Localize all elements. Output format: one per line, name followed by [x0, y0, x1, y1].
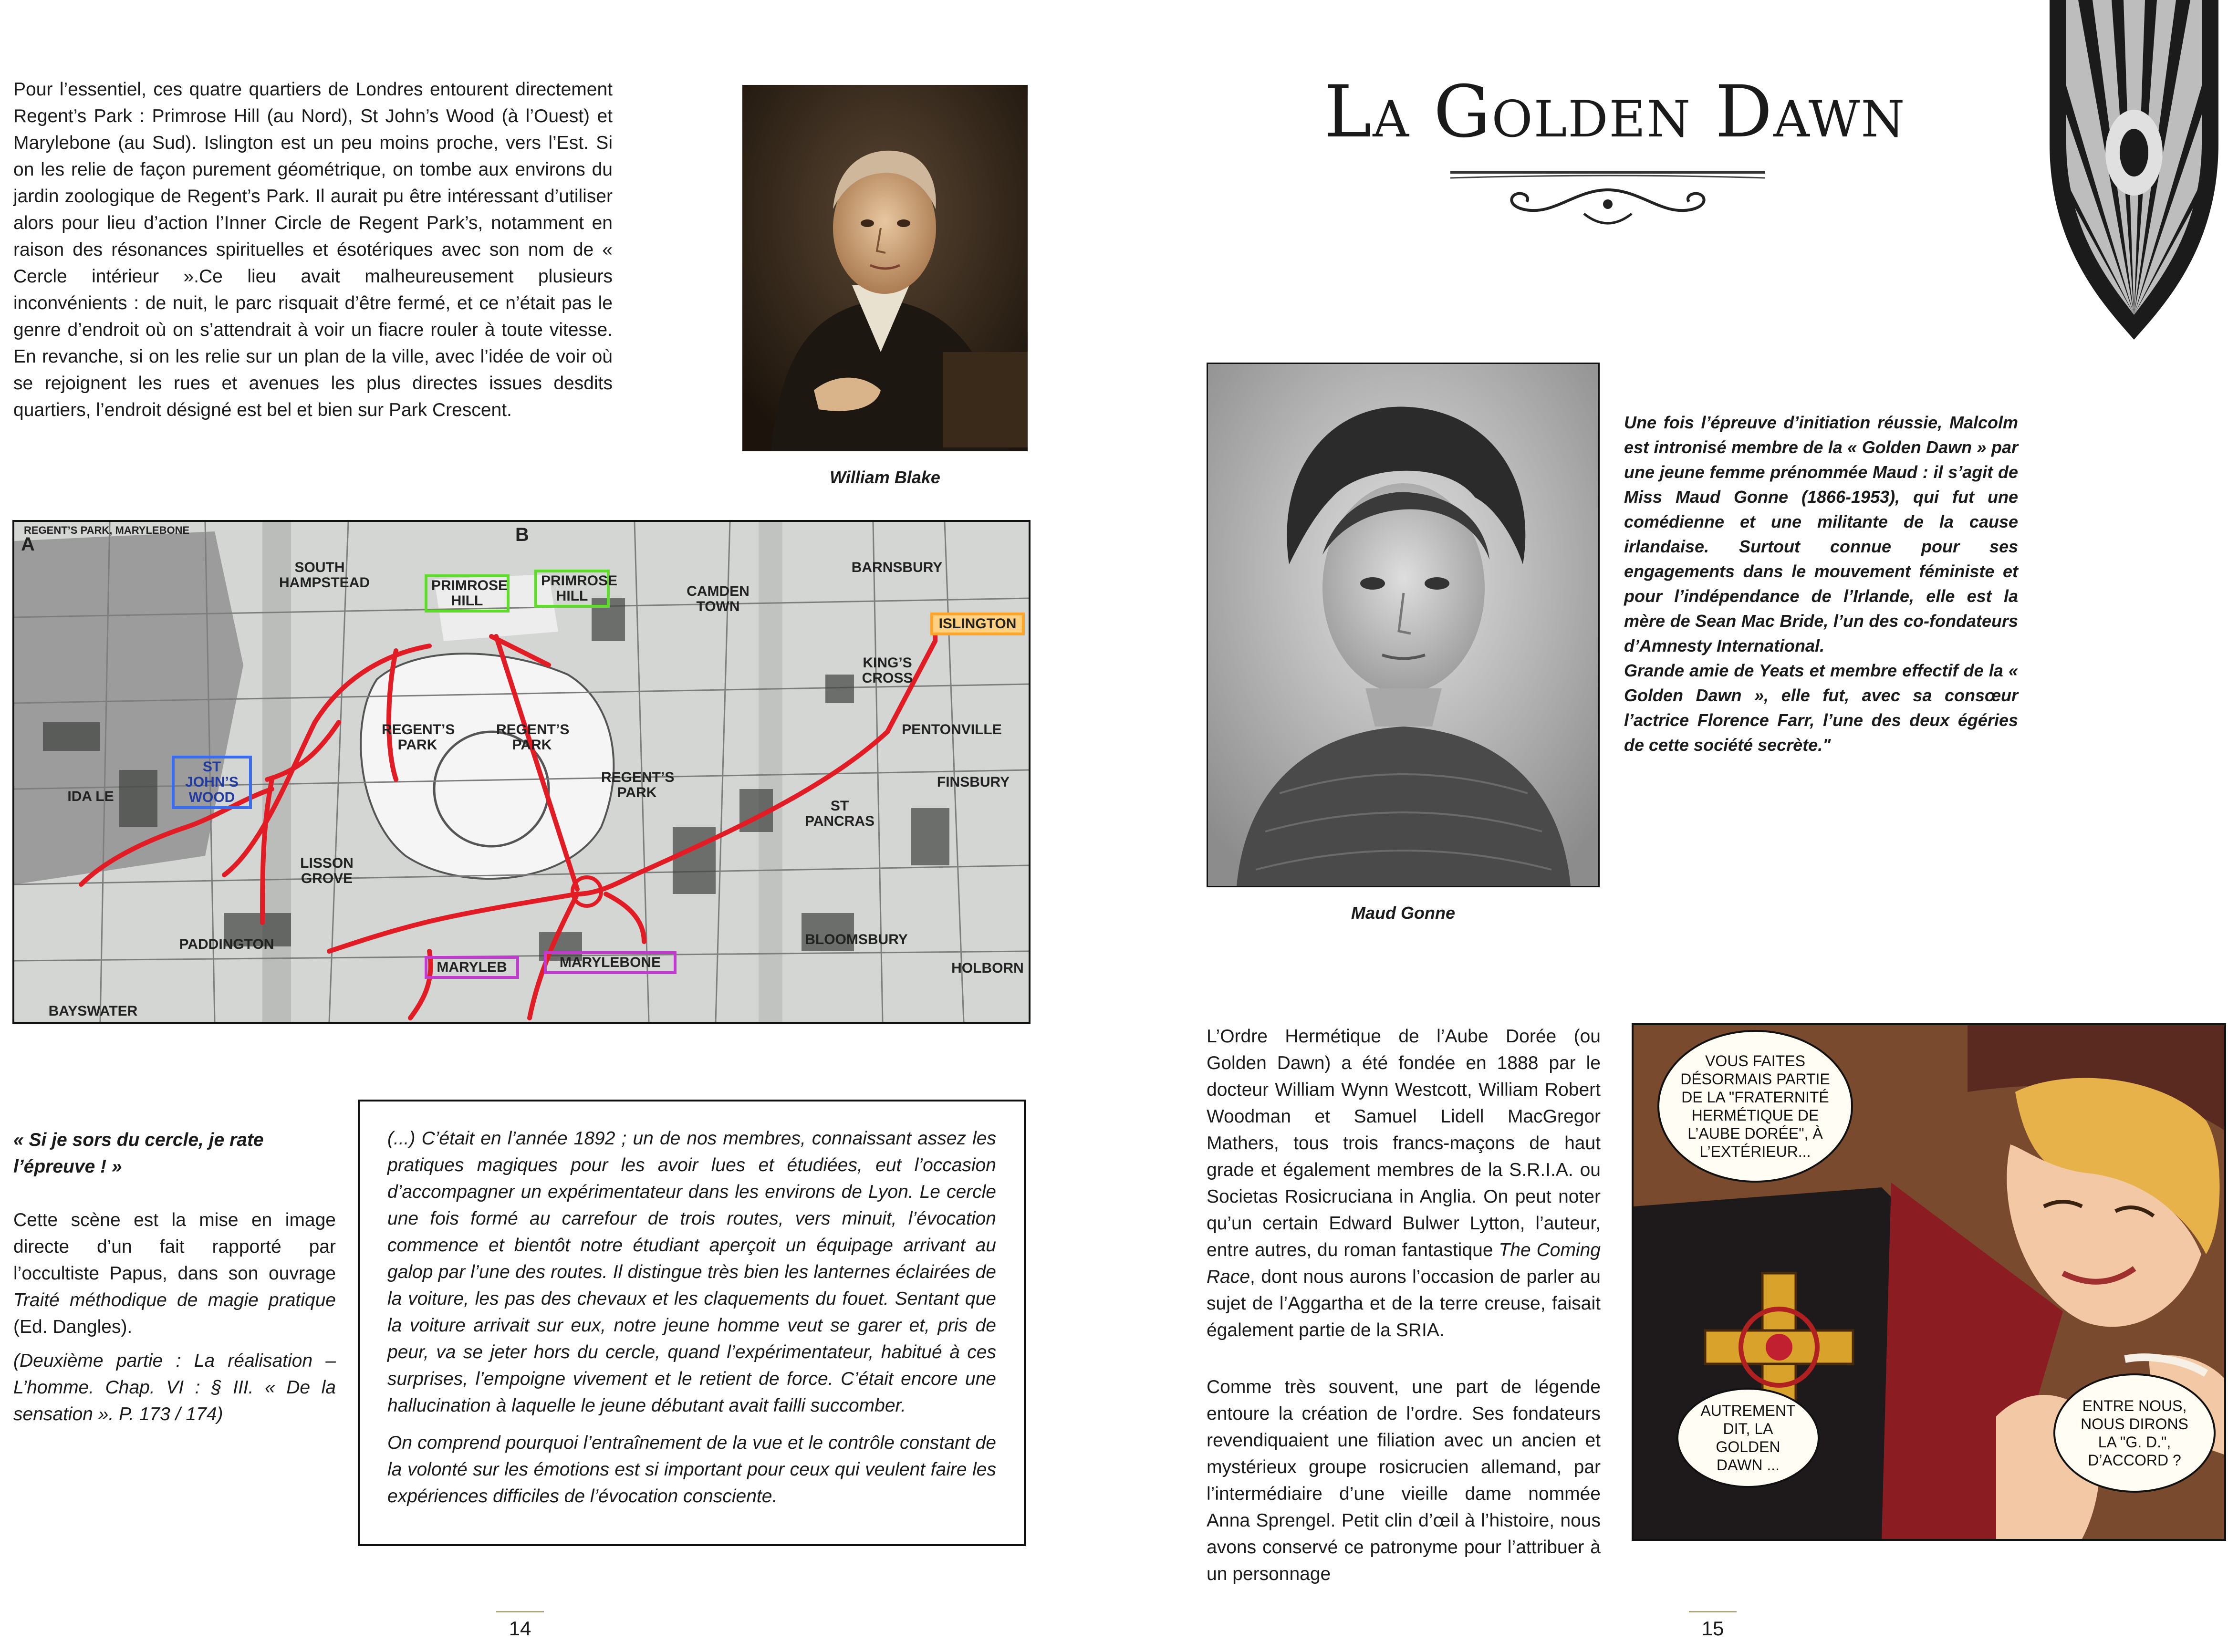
- william-blake-portrait: [742, 85, 1028, 451]
- map-label-pentonville: PENTONVILLE: [902, 722, 1002, 738]
- comic-bubble-2: AUTREMENT DIT, LA GOLDEN DAWN ...: [1676, 1388, 1820, 1488]
- map-label-barnsbury: BARNSBURY: [851, 560, 943, 575]
- golden-dawn-paragraph-1: L’Ordre Hermétique de l’Aube Dorée (ou Golden Dawn) a été fondée en 1888 par le docteur William Wynn Westcott, William Robert Woodman et Samuel Lidell MacGregor Mathers, tous trois francs-maçons de haut grade et également membres de la S.R.I.A. ou Societas Rosicruciana in Anglia. On peut noter qu’un certain Edward Bulwer Lytton, l’auteur, entre autres, du roman fantastique The Coming Race, dont nous aurons l’occasion de parler au sujet de l’Aggartha et de la terre creuse, faisait également partie de la SRIA.: [1207, 1026, 1601, 1340]
- comic-panel: [1632, 1023, 2226, 1541]
- map-label-kings-cross: KING’S CROSS: [862, 655, 913, 686]
- map-label-st-pancras: ST PANCRAS: [804, 798, 875, 829]
- page-rule-left: [496, 1611, 544, 1612]
- intro-paragraph: Pour l’essentiel, ces quatre quartiers de Londres entourent directement Regent’s Park : Primrose Hill (au Nord), St John’s Wood (à l’Ouest) et Marylebone (au Sud). Islington est un peu moins proche, vers l’Est. Si on les relie de façon purement géométrique, on tombe aux environs du jardin zoologique de Regent’s Park. Il aurait pu être intéressant d’utiliser alors pour lieu d’action l’Inner Circle de Regent Park’s, notamment en raison des résonances spirituelles et ésotériques avec son nom de « Cercle intérieur ».Ce lieu avait malheureusement plusieurs inconvénients : de nuit, le parc risquait d’être fermé, et ce n’était pas le genre d’endroit où on s’attendrait à voir un fiacre rouler à toute vitesse. En revanche, si on les relie sur un plan de la ville, avec l’idée de voir où se rejoignent les rues et avenues les plus directes issues desdits quartiers, l’endroit désigné est bel et bien sur Park Crescent.: [13, 79, 613, 420]
- map-label-camden-town: CAMDEN TOWN: [687, 583, 750, 614]
- comic-bubble-3: ENTRE NOUS, NOUS DIRONS LA "G. D.", D’ACCORD ?: [2053, 1373, 2216, 1493]
- map-header: REGENT’S PARK, MARYLEBONE: [24, 524, 190, 536]
- map-label-lisson-grove: LISSON GROVE: [300, 855, 354, 886]
- maud-gonne-portrait: [1207, 363, 1600, 887]
- chapter-title: La Golden Dawn: [1324, 71, 1906, 154]
- map-label-holborn: HOLBORN: [951, 960, 1024, 976]
- map-label-marylebone-2: MARYLEBONE: [544, 951, 677, 974]
- page-number-right: 15: [1701, 1617, 1724, 1640]
- map-label-st-johns-wood: ST JOHN’S WOOD: [172, 756, 252, 809]
- papus-quote-box: [358, 1100, 1026, 1546]
- map-label-primrose-hill-2: PRIMROSE HILL: [534, 570, 610, 608]
- maud-gonne-bio: Une fois l’épreuve d’initiation réussie, Malcolm est intronisé membre de la « Golden Dawn » par une jeune femme prénommée Maud : il s’agit de Miss Maud Gonne (1866-1953), qui fut une comédienne et une militante de la cause irlandaise. Surtout connue pour ses engagements dans le mouvement féministe et pour l’indépendance de l’Irlande, elle est la mère de Sean Mac Bride, l’un des co-fondateurs d’Amnesty International. Grande amie de Yeats et membre effectif de la « Golden Dawn », elle fut, avec sa consœur l’actrice Florence Farr, l’une des deux égéries de cette société secrète.": [1624, 413, 2018, 755]
- golden-dawn-paragraph-2: Comme très souvent, une part de légende entoure la création de l’ordre. Ses fondateurs revendiquaient une filiation avec un ancien et mystérieux groupe rosicrucien allemand, par l’intermédiaire d’une vieille dame nommée Anna Sprengel. Petit clin d’œil à l’histoire, nous avons conservé ce patronyme pour l’attribuer à un personnage: [1207, 1377, 1601, 1584]
- map-label-islington: ISLINGTON: [930, 613, 1025, 635]
- grid-letter-a: A: [21, 534, 35, 555]
- maud-gonne-caption: Maud Gonne: [1351, 903, 1455, 923]
- map-label-regents-park-3: REGENT’S PARK: [601, 769, 675, 800]
- map-label-paddington: PADDINGTON: [179, 936, 274, 952]
- papus-reference: (Deuxième partie : La réalisation – L’homme. Chap. VI : § III. « De la sensation ». P. 173 / 174): [13, 1351, 336, 1424]
- map-label-regents-park-2: REGENT’S PARK: [496, 722, 570, 753]
- page-number-left: 14: [509, 1617, 531, 1640]
- map-label-bayswater: BAYSWATER: [48, 1003, 138, 1019]
- papus-paragraph: Cette scène est la mise en image directe d’un fait rapporté par l’occultiste Papus, dans son ouvrage Traité méthodique de magie pratique (Ed. Dangles).: [13, 1210, 336, 1337]
- map-label-maida-vale: IDA LE: [67, 789, 114, 804]
- map-label-regents-park-1: REGENT’S PARK: [382, 722, 455, 753]
- map-label-marylebone-1: MARYLEB: [425, 956, 519, 979]
- quote-heading: « Si je sors du cercle, je rate l’épreuve ! »: [13, 1130, 264, 1177]
- quote-box-paragraph-1: (...) C’était en l’année 1892 ; un de nos membres, connaissant assez les pratiques magiques pour les avoir lues et étudiées, eut l’occasion d’accompagner un expérimentateur dans les environs de Lyon. Le cercle une fois formé au carrefour de trois routes, vers minuit, l’évocation commence et bientôt notre étudiant aperçoit un équipage arrivant au galop par l’une des routes. Il distingue très bien les lanternes éclairées de la voiture, les pas des chevaux et les claquements du fouet. Sentant que la voiture arrivait sur eux, notre jeune homme veut se garer et, pris de peur, va se jeter hors du cercle, quand l’expérimentateur, habitué à ces surprises, l’empoigne vivement et le retient de force. C’était encore une hallucination à laquelle le jeune débutant avait failli succomber.: [387, 1128, 996, 1416]
- london-map: [12, 520, 1031, 1024]
- grid-letter-b: B: [515, 524, 529, 545]
- william-blake-caption: William Blake: [830, 468, 940, 487]
- quote-box-paragraph-2: On comprend pourquoi l’entraînement de la vue et le contrôle constant de la volonté sur les émotions est si important pour ceux qui veulent faire les expériences difficiles de l’évocation consciente.: [387, 1433, 996, 1507]
- title-ornament: [1441, 161, 1775, 233]
- map-label-finsbury: FINSBURY: [937, 774, 1010, 790]
- map-label-primrose-hill-1: PRIMROSE HILL: [425, 574, 510, 613]
- art-deco-ornament: [2040, 0, 2228, 340]
- comic-bubble-1: VOUS FAITES DÉSORMAIS PARTIE DE LA "FRATERNITÉ HERMÉTIQUE DE L’AUBE DORÉE", À L’EXTÉRIEUR...: [1657, 1030, 1853, 1183]
- map-label-south-hampstead: SOUTH HAMPSTEAD: [279, 560, 370, 591]
- map-label-bloomsbury: BLOOMSBURY: [805, 932, 908, 947]
- page-rule-right: [1689, 1611, 1737, 1612]
